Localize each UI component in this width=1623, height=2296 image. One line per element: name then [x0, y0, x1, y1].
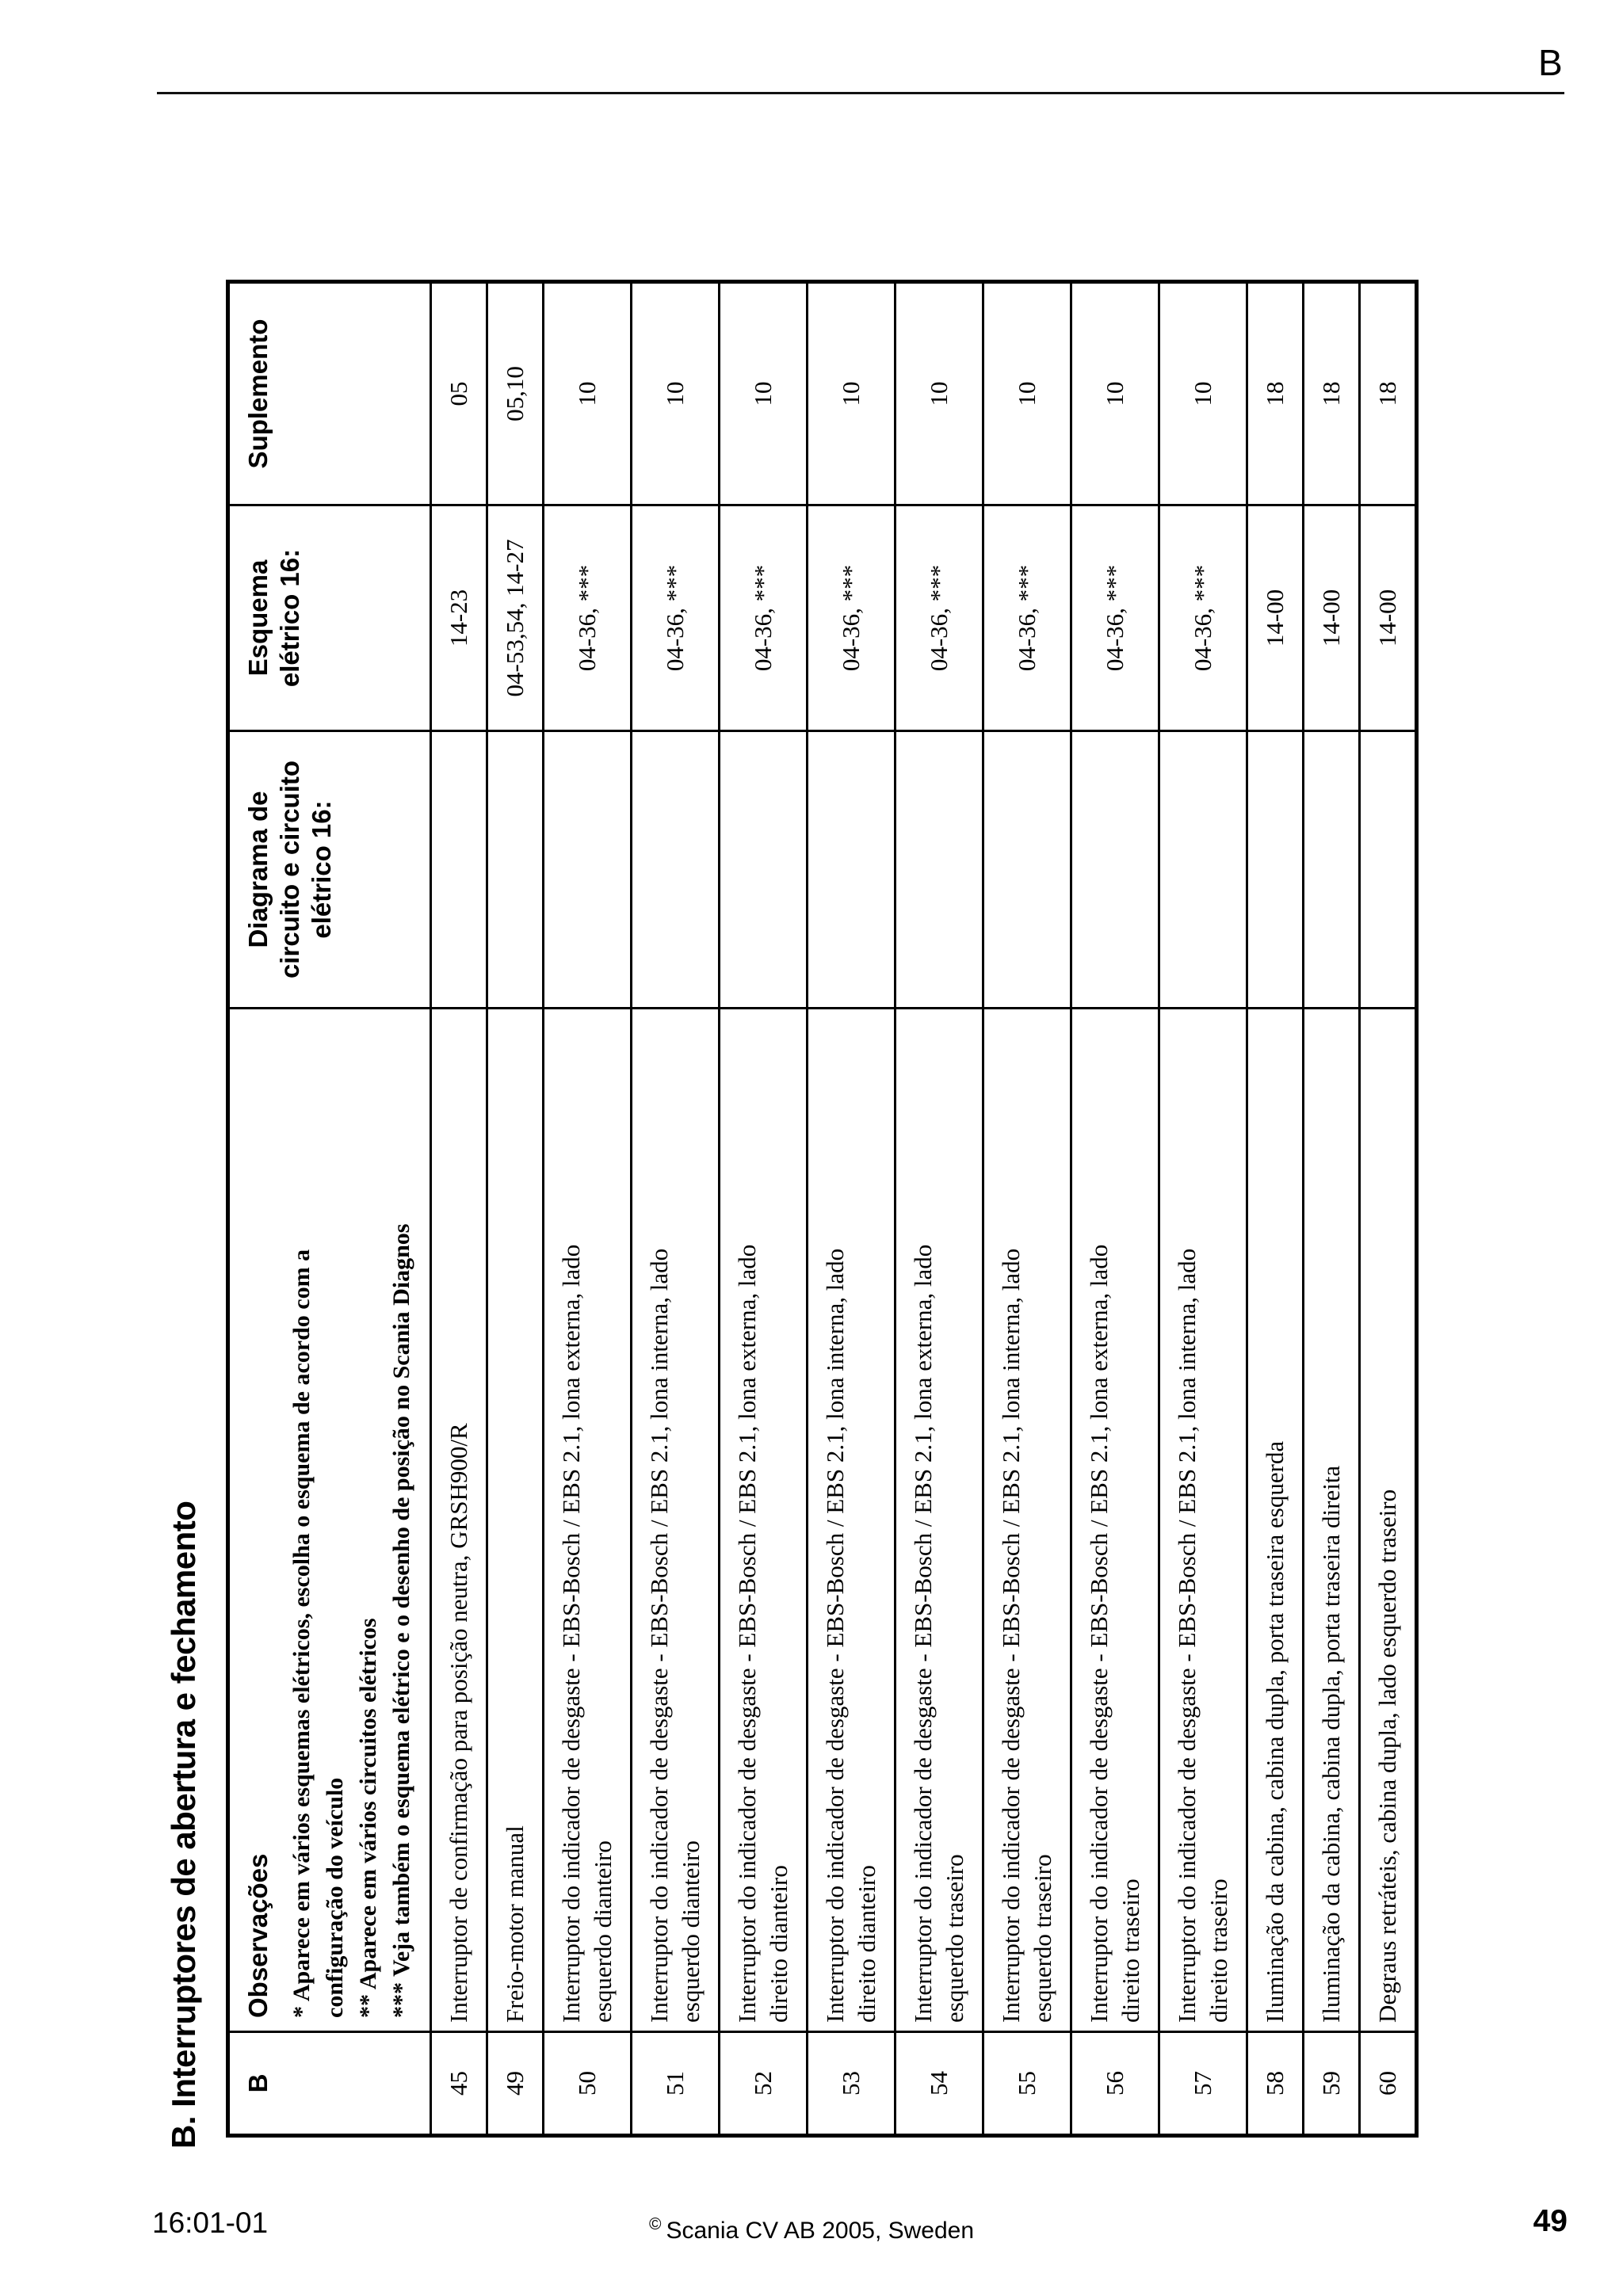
suplemento-cell: 10: [632, 282, 720, 505]
diagram-cell: [896, 731, 983, 1009]
observation-line: esquerdo traseiro: [941, 1854, 968, 2023]
observation-line: direito dianteiro: [853, 1865, 880, 2023]
observation-line: Interruptor do indicador de desgaste - EBS-Bosch / EBS 2.1, lona externa, lado: [733, 1244, 761, 2023]
row-number-cell: 49: [487, 2032, 544, 2136]
table-row: [808, 282, 896, 2136]
observation-line: esquerdo traseiro: [1029, 1854, 1056, 2023]
table-row: [1247, 282, 1304, 2136]
table-row: [1304, 282, 1360, 2136]
observations-cell: [1304, 1009, 1360, 2032]
observations-cell: [1360, 1009, 1417, 2032]
footnote-line: configuração do veículo: [322, 1777, 348, 2018]
observation-line: direito traseiro: [1117, 1878, 1144, 2023]
observations-cell: [431, 1009, 487, 2032]
column-header-suplemento: Suplemento: [228, 282, 431, 505]
observation-line: Interruptor do indicador de desgaste - EBS-Bosch / EBS 2.1, lona interna, lado: [997, 1248, 1025, 2023]
esquema-cell: 04-36, ***: [544, 505, 632, 731]
diagram-cell: [720, 731, 808, 1009]
row-number-cell: 51: [632, 2032, 720, 2136]
diagram-cell: [808, 731, 896, 1009]
esquema-cell: 04-36, ***: [1159, 505, 1247, 731]
table-row: [1071, 282, 1159, 2136]
esquema-cell: 04-36, ***: [808, 505, 896, 731]
switch-table-rotated-area: [226, 284, 1426, 2138]
observation-line: Interruptor de confirmação para posição neutra, GRSH900/R: [445, 1423, 472, 2023]
observations-cell: [983, 1009, 1071, 2032]
footnote-line: ** Aparece em vários circuitos elétricos: [355, 1618, 381, 2018]
suplemento-cell: 10: [896, 282, 983, 505]
suplemento-cell: 10: [720, 282, 808, 505]
section-corner-label: B: [1538, 42, 1563, 83]
diagram-cell: [1159, 731, 1247, 1009]
esquema-cell: 04-53,54, 14-27: [487, 505, 544, 731]
table-row: [632, 282, 720, 2136]
observation-line: Interruptor do indicador de desgaste - EBS-Bosch / EBS 2.1, lona interna, lado: [645, 1248, 673, 2023]
observation-line: Iluminação da cabina, cabina dupla, porta traseira direita: [1317, 1465, 1345, 2023]
observation-line: direito traseiro: [1205, 1878, 1232, 2023]
esquema-cell: 04-36, ***: [896, 505, 983, 731]
diagram-cell: [1304, 731, 1360, 1009]
suplemento-cell: 10: [1071, 282, 1159, 505]
copyright-text: Scania CV AB 2005, Sweden: [666, 2218, 975, 2244]
diagram-cell: [1360, 731, 1417, 1009]
esquema-cell: 14-00: [1304, 505, 1360, 731]
observation-line: Freio-motor manual: [501, 1825, 529, 2023]
suplemento-cell: 10: [1159, 282, 1247, 505]
observation-line: Interruptor do indicador de desgaste - EBS-Bosch / EBS 2.1, lona interna, lado: [1173, 1248, 1201, 2023]
table-row: [431, 282, 487, 2136]
diagram-cell: [1247, 731, 1304, 1009]
diagram-cell: [431, 731, 487, 1009]
esquema-cell: 14-00: [1360, 505, 1417, 731]
esquema-cell: 04-36, ***: [983, 505, 1071, 731]
header-divider: [157, 92, 1564, 94]
column-header-observacoes: [228, 1009, 431, 2032]
footnote-line: *** Veja também o esquema elétrico e o desenho de posição no Scania Diagnos: [388, 1223, 414, 2018]
row-number-cell: 57: [1159, 2032, 1247, 2136]
row-number-cell: 60: [1360, 2032, 1417, 2136]
switch-table-natural-orientation: [226, 280, 1419, 2138]
observation-line: Iluminação da cabina, cabina dupla, porta traseira esquerda: [1261, 1440, 1289, 2023]
suplemento-cell: 18: [1247, 282, 1304, 505]
row-number-cell: 59: [1304, 2032, 1360, 2136]
esquema-cell: 04-36, ***: [632, 505, 720, 731]
row-number-cell: 54: [896, 2032, 983, 2136]
observations-cell: [1159, 1009, 1247, 2032]
esquema-cell: 14-00: [1247, 505, 1304, 731]
esquema-cell: 04-36, ***: [720, 505, 808, 731]
diagram-cell: [487, 731, 544, 1009]
table-row: [487, 282, 544, 2136]
table-row: [983, 282, 1071, 2136]
observations-cell: [720, 1009, 808, 2032]
table-row: [720, 282, 808, 2136]
row-number-cell: 58: [1247, 2032, 1304, 2136]
diagram-cell: [983, 731, 1071, 1009]
suplemento-cell: 05,10: [487, 282, 544, 505]
page-title: B. Interruptores de abertura e fechamento: [165, 1501, 202, 2149]
suplemento-cell: 10: [983, 282, 1071, 505]
observation-line: Interruptor do indicador de desgaste - EBS-Bosch / EBS 2.1, lona interna, lado: [821, 1248, 849, 2023]
observations-cell: [896, 1009, 983, 2032]
esquema-cell: 04-36, ***: [1071, 505, 1159, 731]
diagram-cell: [632, 731, 720, 1009]
observations-cell: [632, 1009, 720, 2032]
diagram-cell: [544, 731, 632, 1009]
document-number: 16:01-01: [152, 2206, 269, 2239]
observation-line: esquerdo dianteiro: [589, 1840, 617, 2023]
column-header-esquema: Esquema elétrico 16:: [228, 505, 431, 731]
copyright-line: [649, 2215, 974, 2245]
diagram-cell: [1071, 731, 1159, 1009]
row-number-cell: 55: [983, 2032, 1071, 2136]
copyright-symbol: ©: [648, 2215, 662, 2233]
page-number: 49: [1533, 2204, 1568, 2238]
observations-cell: [1071, 1009, 1159, 2032]
table-row: [1360, 282, 1417, 2136]
observation-line: Interruptor do indicador de desgaste - EBS-Bosch / EBS 2.1, lona externa, lado: [1085, 1244, 1113, 2023]
suplemento-cell: 10: [544, 282, 632, 505]
observations-cell: [808, 1009, 896, 2032]
observations-cell: [544, 1009, 632, 2032]
row-number-cell: 52: [720, 2032, 808, 2136]
observacoes-label: Observações: [243, 1853, 273, 2018]
column-header-b: B: [228, 2032, 431, 2136]
row-number-cell: 50: [544, 2032, 632, 2136]
observations-cell: [1247, 1009, 1304, 2032]
observation-line: esquerdo dianteiro: [677, 1840, 705, 2023]
observation-line: Interruptor do indicador de desgaste - EBS-Bosch / EBS 2.1, lona externa, lado: [557, 1244, 585, 2023]
observation-line: Interruptor do indicador de desgaste - EBS-Bosch / EBS 2.1, lona externa, lado: [909, 1244, 937, 2023]
table-row: [896, 282, 983, 2136]
footnote-line: * Aparece em vários esquemas elétricos, escolha o esquema de acordo com a: [288, 1249, 315, 2018]
observation-line: Degraus retráteis, cabina dupla, lado esquerdo traseiro: [1373, 1489, 1401, 2023]
footnotes-block: [285, 1016, 418, 2018]
suplemento-cell: 05: [431, 282, 487, 505]
row-number-cell: 45: [431, 2032, 487, 2136]
observation-line: direito dianteiro: [765, 1865, 792, 2023]
switch-table: [226, 280, 1419, 2138]
table-row: [1159, 282, 1247, 2136]
suplemento-cell: 10: [808, 282, 896, 505]
observations-cell: [487, 1009, 544, 2032]
suplemento-cell: 18: [1304, 282, 1360, 505]
suplemento-cell: 18: [1360, 282, 1417, 505]
row-number-cell: 53: [808, 2032, 896, 2136]
row-number-cell: 56: [1071, 2032, 1159, 2136]
column-header-diagrama: Diagrama de circuito e circuito elétrico 16:: [228, 731, 431, 1009]
esquema-cell: 14-23: [431, 505, 487, 731]
header-row: [228, 282, 431, 2136]
table-row: [544, 282, 632, 2136]
